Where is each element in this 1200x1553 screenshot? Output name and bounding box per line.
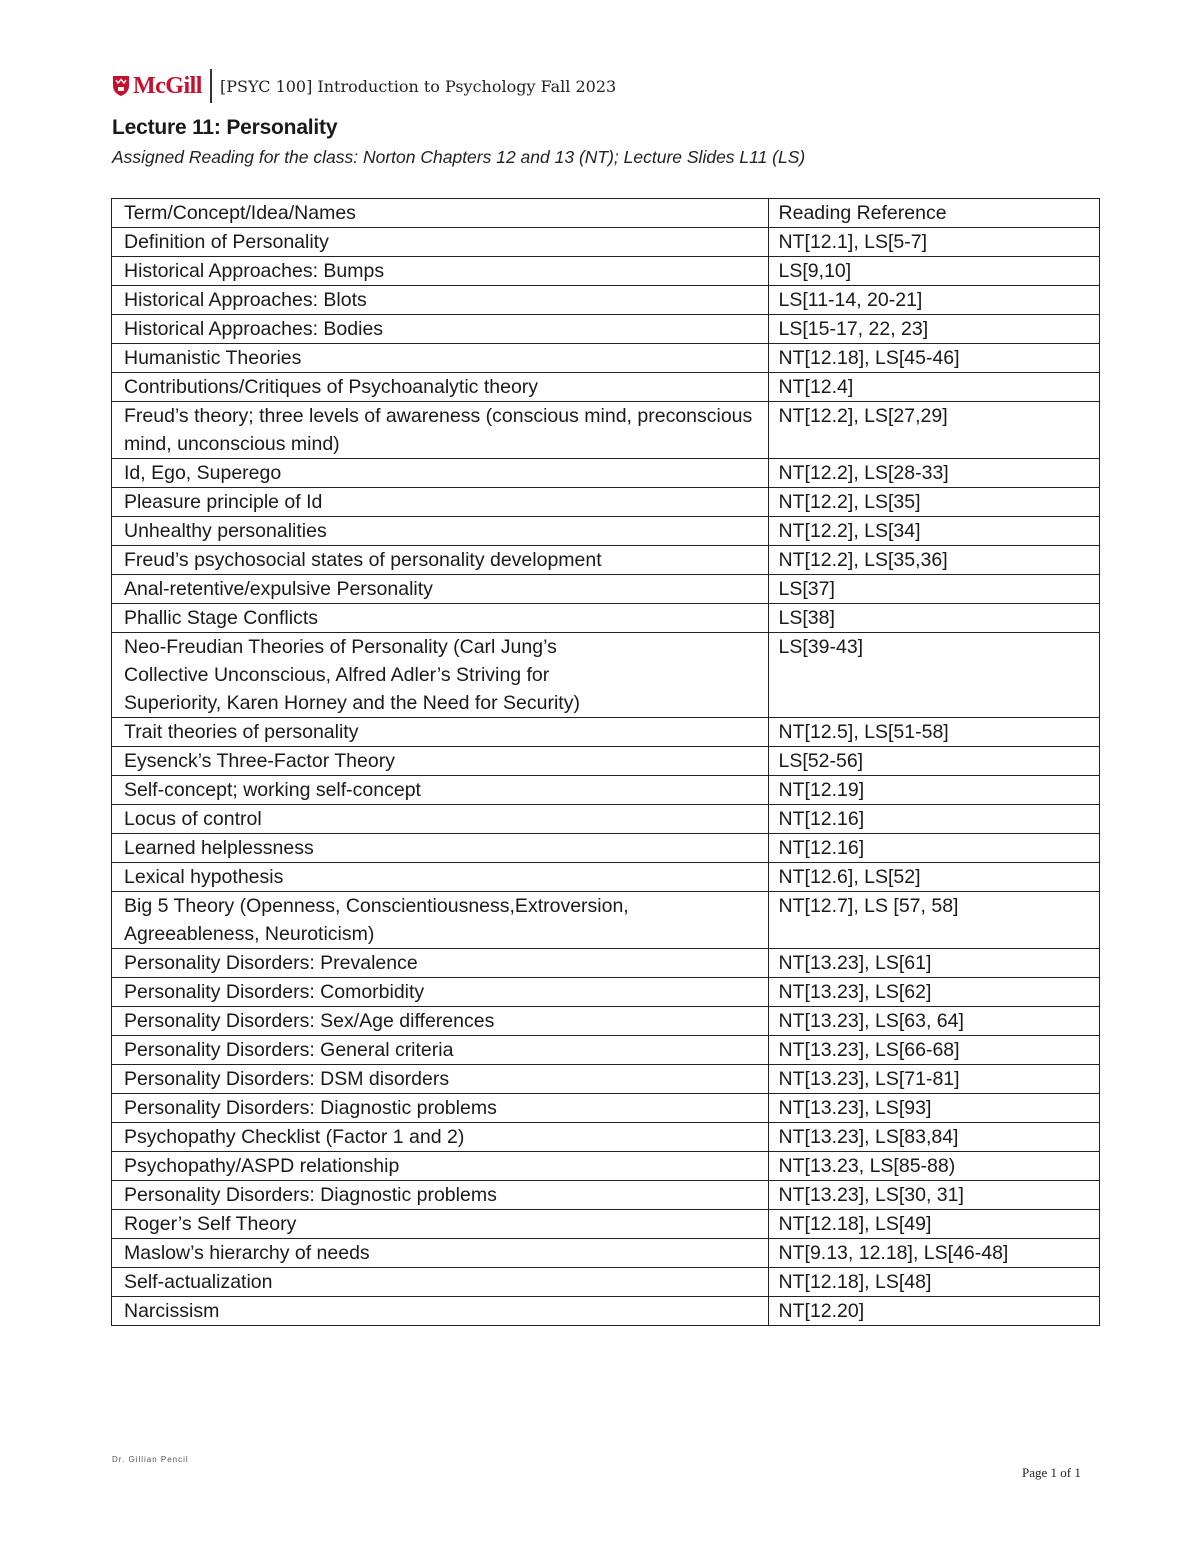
table-row xyxy=(112,633,1100,718)
table-row xyxy=(112,776,1100,805)
table-row xyxy=(112,1007,1100,1036)
table-row xyxy=(112,286,1100,315)
table-row xyxy=(112,546,1100,575)
term-cell: Freud’s psychosocial states of personality development xyxy=(112,546,769,575)
table-header-row xyxy=(112,199,1100,228)
term-cell: Maslow’s hierarchy of needs xyxy=(112,1239,769,1268)
term-cell: Personality Disorders: General criteria xyxy=(112,1036,769,1065)
term-cell: Definition of Personality xyxy=(112,228,769,257)
table-row xyxy=(112,517,1100,546)
mcgill-crest-icon xyxy=(112,75,130,97)
table-row xyxy=(112,459,1100,488)
reference-cell: LS[39-43] xyxy=(768,633,1099,718)
reference-cell: NT[12.7], LS [57, 58] xyxy=(768,892,1099,949)
reference-cell: NT[13.23], LS[93] xyxy=(768,1094,1099,1123)
lecture-subtitle: Assigned Reading for the class: Norton Chapters 12 and 13 (NT); Lecture Slides L11 (LS) xyxy=(112,147,806,167)
table-row xyxy=(112,344,1100,373)
reading-reference-table xyxy=(111,198,1100,1326)
reference-cell: NT[13.23], LS[63, 64] xyxy=(768,1007,1099,1036)
term-cell: Humanistic Theories xyxy=(112,344,769,373)
reference-cell: NT[12.2], LS[34] xyxy=(768,517,1099,546)
table-row xyxy=(112,1210,1100,1239)
table-row xyxy=(112,1268,1100,1297)
reference-cell: NT[12.18], LS[48] xyxy=(768,1268,1099,1297)
reference-cell: NT[13.23], LS[62] xyxy=(768,978,1099,1007)
term-cell: Psychopathy/ASPD relationship xyxy=(112,1152,769,1181)
table-row xyxy=(112,1123,1100,1152)
term-cell: Personality Disorders: Diagnostic problems xyxy=(112,1181,769,1210)
table-row xyxy=(112,1036,1100,1065)
reference-cell: NT[12.5], LS[51-58] xyxy=(768,718,1099,747)
term-cell: Narcissism xyxy=(112,1297,769,1326)
reference-cell: LS[15-17, 22, 23] xyxy=(768,315,1099,344)
page-header xyxy=(112,68,616,104)
term-cell: Historical Approaches: Bumps xyxy=(112,257,769,286)
header-divider xyxy=(210,69,212,103)
reference-cell: NT[12.2], LS[28-33] xyxy=(768,459,1099,488)
reference-cell: NT[13.23], LS[83,84] xyxy=(768,1123,1099,1152)
table-row xyxy=(112,315,1100,344)
table-row xyxy=(112,863,1100,892)
term-cell: Trait theories of personality xyxy=(112,718,769,747)
table-row xyxy=(112,1297,1100,1326)
reference-cell: LS[11-14, 20-21] xyxy=(768,286,1099,315)
reference-cell: NT[12.2], LS[35] xyxy=(768,488,1099,517)
term-cell: Contributions/Critiques of Psychoanalytic theory xyxy=(112,373,769,402)
reference-cell: LS[37] xyxy=(768,575,1099,604)
term-cell: Phallic Stage Conflicts xyxy=(112,604,769,633)
reference-cell: NT[9.13, 12.18], LS[46-48] xyxy=(768,1239,1099,1268)
reference-cell: NT[13.23], LS[61] xyxy=(768,949,1099,978)
reference-cell: NT[12.2], LS[35,36] xyxy=(768,546,1099,575)
term-cell: Historical Approaches: Blots xyxy=(112,286,769,315)
lecture-title: Lecture 11: Personality xyxy=(112,116,338,139)
reference-cell: NT[13.23], LS[71-81] xyxy=(768,1065,1099,1094)
table-row xyxy=(112,1094,1100,1123)
term-cell: Personality Disorders: Comorbidity xyxy=(112,978,769,1007)
term-cell: Pleasure principle of Id xyxy=(112,488,769,517)
term-cell: Personality Disorders: Prevalence xyxy=(112,949,769,978)
table-row xyxy=(112,949,1100,978)
term-cell: Learned helplessness xyxy=(112,834,769,863)
table-row xyxy=(112,1152,1100,1181)
term-cell: Personality Disorders: DSM disorders xyxy=(112,1065,769,1094)
table-row xyxy=(112,834,1100,863)
reference-cell: NT[12.16] xyxy=(768,834,1099,863)
table-row xyxy=(112,604,1100,633)
table-row xyxy=(112,892,1100,949)
term-cell: Psychopathy Checklist (Factor 1 and 2) xyxy=(112,1123,769,1152)
footer-author: Dr. Gillian Pencil xyxy=(112,1455,189,1464)
term-cell: Id, Ego, Superego xyxy=(112,459,769,488)
term-cell: Roger’s Self Theory xyxy=(112,1210,769,1239)
table-row xyxy=(112,1239,1100,1268)
table-row xyxy=(112,718,1100,747)
reference-cell: NT[12.16] xyxy=(768,805,1099,834)
reference-cell: NT[12.1], LS[5-7] xyxy=(768,228,1099,257)
term-cell: Lexical hypothesis xyxy=(112,863,769,892)
reference-cell: NT[13.23], LS[66-68] xyxy=(768,1036,1099,1065)
reference-cell: NT[12.6], LS[52] xyxy=(768,863,1099,892)
reference-cell: NT[13.23, LS[85-88) xyxy=(768,1152,1099,1181)
reference-cell: LS[52-56] xyxy=(768,747,1099,776)
term-cell: Freud’s theory; three levels of awareness (conscious mind, preconscious mind, unconscious mind) xyxy=(112,402,769,459)
reference-cell: LS[38] xyxy=(768,604,1099,633)
table-row xyxy=(112,257,1100,286)
table-row xyxy=(112,978,1100,1007)
table-row xyxy=(112,805,1100,834)
table-row xyxy=(112,1181,1100,1210)
mcgill-logo xyxy=(112,68,202,104)
term-cell: Neo-Freudian Theories of Personality (Carl Jung’s Collective Unconscious, Alfred Adler’s Striving for Superiority, Karen Horney and the Need for Security) xyxy=(112,633,769,718)
course-title: [PSYC 100] Introduction to Psychology Fall 2023 xyxy=(219,76,617,96)
table-row xyxy=(112,373,1100,402)
column-header-reference: Reading Reference xyxy=(768,199,1099,228)
table-row xyxy=(112,228,1100,257)
table-row xyxy=(112,402,1100,459)
term-cell: Self-actualization xyxy=(112,1268,769,1297)
reference-cell: NT[12.20] xyxy=(768,1297,1099,1326)
reference-cell: NT[12.18], LS[45-46] xyxy=(768,344,1099,373)
reference-cell: NT[12.2], LS[27,29] xyxy=(768,402,1099,459)
term-cell: Historical Approaches: Bodies xyxy=(112,315,769,344)
reference-cell: NT[12.18], LS[49] xyxy=(768,1210,1099,1239)
term-cell: Anal-retentive/expulsive Personality xyxy=(112,575,769,604)
column-header-term: Term/Concept/Idea/Names xyxy=(112,199,769,228)
table-row xyxy=(112,575,1100,604)
term-cell: Locus of control xyxy=(112,805,769,834)
reference-cell: NT[13.23], LS[30, 31] xyxy=(768,1181,1099,1210)
logo-text: McGill xyxy=(133,72,202,99)
table-row xyxy=(112,747,1100,776)
reference-cell: NT[12.4] xyxy=(768,373,1099,402)
term-cell: Unhealthy personalities xyxy=(112,517,769,546)
reference-cell: LS[9,10] xyxy=(768,257,1099,286)
reference-cell: NT[12.19] xyxy=(768,776,1099,805)
term-cell: Personality Disorders: Diagnostic problems xyxy=(112,1094,769,1123)
page-number: Page 1 of 1 xyxy=(1022,1465,1081,1480)
table-row xyxy=(112,1065,1100,1094)
term-cell: Eysenck’s Three-Factor Theory xyxy=(112,747,769,776)
table-row xyxy=(112,488,1100,517)
term-cell: Personality Disorders: Sex/Age differences xyxy=(112,1007,769,1036)
term-cell: Big 5 Theory (Openness, Conscientiousness,Extroversion, Agreeableness, Neuroticism) xyxy=(112,892,769,949)
term-cell: Self-concept; working self-concept xyxy=(112,776,769,805)
